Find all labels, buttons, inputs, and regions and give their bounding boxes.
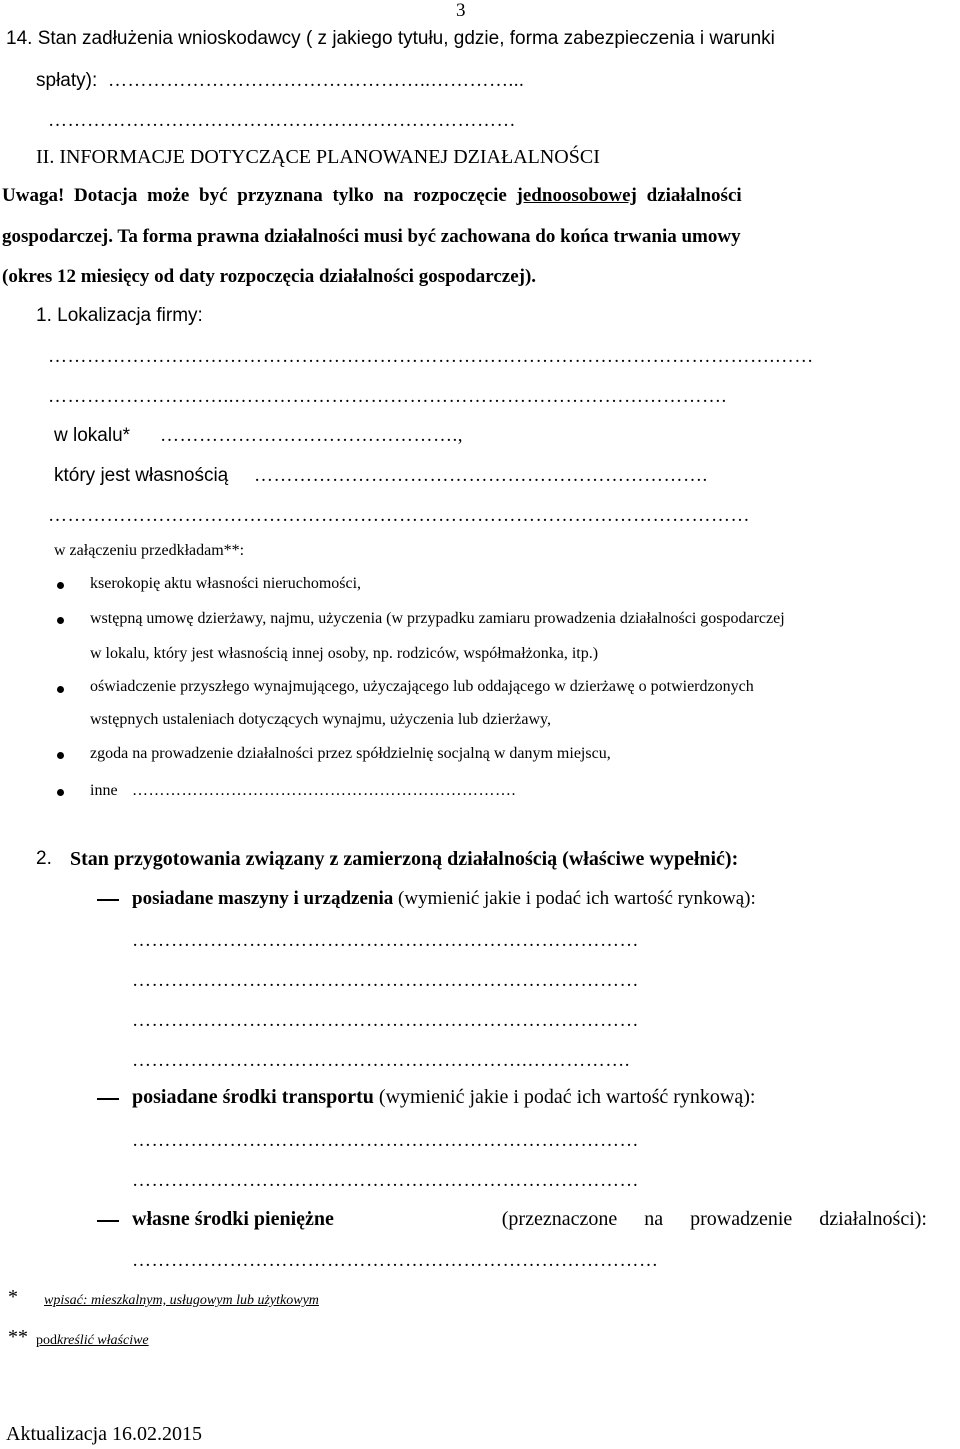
note-text-d: gospodarczej. (2, 226, 113, 247)
page-number: 3 (456, 0, 466, 21)
machines-fill-line-2[interactable]: …………………………………………………………………… (132, 970, 639, 991)
location-fill-line-2[interactable]: ………………………..…………………………………………………………………. (48, 386, 727, 407)
location-fill-line-3[interactable]: ……………………………………………………………………………………………… (48, 505, 750, 526)
note-text-c: działalności (646, 185, 742, 206)
machines-label (132, 888, 756, 910)
q14-fill-line-1[interactable]: …………………………………………..…………... (108, 70, 525, 91)
attachment-item-2-cont: w lokalu, który jest własnością innej osoby, np. rodziców, współmałżonka, itp.) (90, 645, 599, 662)
cash-label-bold: własne środki pieniężne (132, 1208, 334, 1230)
section-2-note-line-3: (okres 12 miesięcy od daty rozpoczęcia działalności gospodarczej). (2, 266, 537, 287)
attachments-heading: w załączeniu przedkładam**: (54, 542, 245, 559)
footnote-text-1: wpisać: mieszkalnym, usługowym lub użytkowym (44, 1293, 319, 1308)
bullet-icon (57, 686, 64, 693)
attachment-other-fill[interactable]: ……………………………………………………………. (132, 782, 516, 799)
note-text-e: Ta forma prawna działalności musi być zachowana do końca trwania umowy (117, 226, 741, 247)
location-heading: 1. Lokalizacja firmy: (36, 305, 203, 326)
update-date: Aktualizacja 16.02.2015 (6, 1423, 203, 1445)
ownership-fill[interactable]: ……………………………………………………………. (254, 465, 708, 486)
bullet-icon (57, 752, 64, 759)
transport-label-rest: (wymienić jakie i podać ich wartość rynkową): (378, 1086, 756, 1108)
q14-label: 14. Stan zadłużenia wnioskodawcy ( z jakiego tytułu, gdzie, forma zabezpieczenia i warunki (6, 28, 775, 49)
footnote-text-2 (36, 1333, 149, 1349)
bullet-icon (57, 582, 64, 589)
attachment-item-1: kserokopię aktu własności nieruchomości, (90, 575, 362, 592)
section-2-note-line-2 (2, 226, 741, 248)
note-text-underlined: jednoosobowej (516, 185, 637, 206)
bullet-icon (57, 617, 64, 624)
cash-label (132, 1208, 927, 1231)
q14-fill-line-2[interactable]: ……………………………………………………………… (48, 110, 516, 131)
preparation-number: 2. (36, 848, 52, 869)
attachment-item-4: zgoda na prowadzenie działalności przez spółdzielnię socjalną w danym miejscu, (90, 745, 611, 762)
machines-label-bold: posiadane maszyny i urządzenia (132, 888, 394, 909)
premises-label: w lokalu* (54, 425, 131, 446)
ownership-label: który jest własnością (54, 465, 229, 486)
footnote-star-1: * (8, 1286, 18, 1308)
cash-fill-line[interactable]: ……………………………………………………………………… (132, 1250, 659, 1271)
section-2-note-line-1 (2, 185, 922, 207)
attachment-item-2: wstępną umowę dzierżawy, najmu, użyczenia (w przypadku zamiaru prowadzenia działalności gospodarczej (90, 610, 785, 627)
transport-label (132, 1086, 755, 1109)
footnote-text-2b: kreślić właściwe (57, 1333, 149, 1348)
transport-fill-line-2[interactable]: …………………………………………………………………… (132, 1170, 639, 1191)
attachment-item-other: inne (90, 782, 118, 799)
machines-fill-line-4[interactable]: …………………………………………………….……………. (132, 1050, 630, 1071)
cash-label-rest: (przeznaczone na prowadzenie działalności): (501, 1208, 927, 1230)
q14-label-cont: spłaty): (36, 70, 98, 91)
dash-icon (97, 899, 119, 901)
footnote-star-2: ** (8, 1326, 28, 1348)
section-2-title: II. INFORMACJE DOTYCZĄCE PLANOWANEJ DZIAŁALNOŚCI (36, 146, 600, 168)
dash-icon (97, 1220, 119, 1222)
note-text-a: Uwaga! Dotacja może być przyznana tylko na rozpoczęcie (2, 185, 507, 206)
machines-fill-line-1[interactable]: …………………………………………………………………… (132, 930, 639, 951)
footnote-text-2a: pod (36, 1333, 57, 1348)
bullet-icon (57, 789, 64, 796)
transport-label-bold: posiadane środki transportu (132, 1086, 374, 1108)
preparation-heading: Stan przygotowania związany z zamierzoną działalnością (właściwe wypełnić): (70, 848, 739, 870)
attachment-item-3: oświadczenie przyszłego wynajmującego, użyczającego lub oddającego w dzierżawę o potwierdzonych (90, 678, 754, 695)
transport-fill-line-1[interactable]: …………………………………………………………………… (132, 1130, 639, 1151)
location-fill-line-1[interactable]: ………………………………………………………………………………………………….…… (48, 346, 814, 367)
machines-label-rest: (wymienić jakie i podać ich wartość rynkową): (398, 888, 756, 909)
premises-fill[interactable]: ………………………………………., (160, 425, 463, 446)
dash-icon (97, 1098, 119, 1100)
attachment-item-3-cont: wstępnych ustaleniach dotyczących wynajmu, użyczenia lub dzierżawy, (90, 711, 551, 728)
machines-fill-line-3[interactable]: …………………………………………………………………… (132, 1010, 639, 1031)
